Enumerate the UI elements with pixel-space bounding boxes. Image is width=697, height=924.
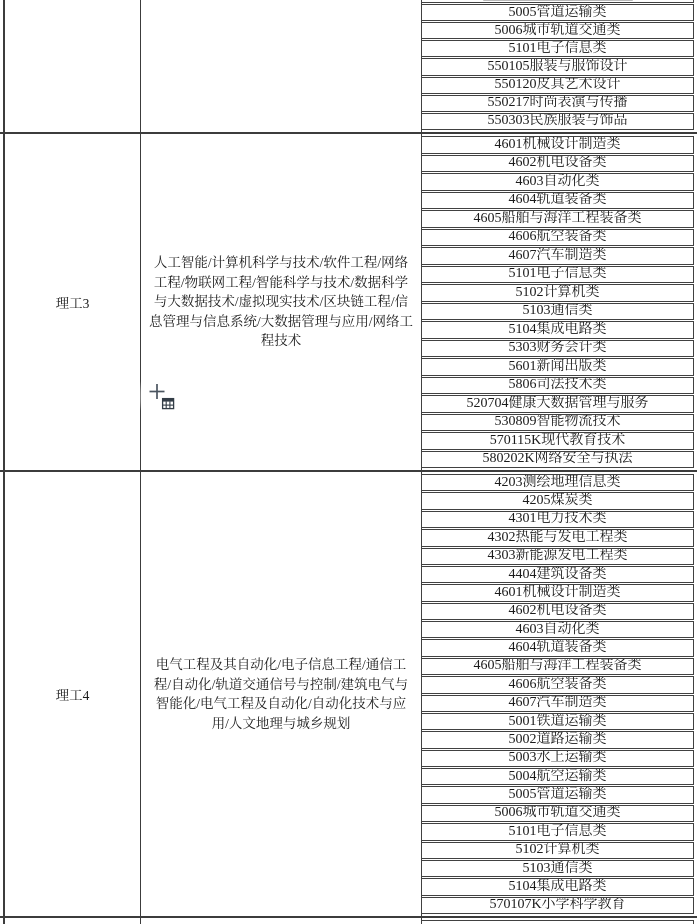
code-cell-label: 5102计算机类 xyxy=(515,284,600,300)
code-cell[interactable] xyxy=(421,210,694,228)
category-cell[interactable] xyxy=(5,472,140,916)
code-cell-label: 4602机电设备类 xyxy=(508,155,607,171)
code-cell[interactable] xyxy=(421,584,694,601)
code-rows xyxy=(421,0,694,132)
code-cell[interactable] xyxy=(421,529,694,546)
code-cell-label: 5005管道运输类 xyxy=(508,787,607,803)
code-cell[interactable] xyxy=(421,340,694,358)
code-cell[interactable] xyxy=(421,750,694,767)
code-cell-label: 4601机械设计制造类 xyxy=(494,136,621,152)
code-cell[interactable] xyxy=(421,511,694,528)
code-cell[interactable] xyxy=(421,40,694,57)
code-cell[interactable] xyxy=(421,492,694,509)
code-cell[interactable] xyxy=(421,731,694,748)
code-cell[interactable] xyxy=(421,842,694,859)
code-cell[interactable] xyxy=(421,155,694,173)
category-cell[interactable] xyxy=(5,0,140,132)
code-cell-label: 4605船舶与海洋工程装备类 xyxy=(473,210,642,226)
code-cell-label: 5002道路运输类 xyxy=(508,731,607,747)
code-cell-label: 5103通信类 xyxy=(522,303,593,319)
code-cell[interactable] xyxy=(421,4,694,21)
code-cell-label: 4602机电设备类 xyxy=(508,603,607,619)
clipped-text-fragment xyxy=(483,0,633,1)
code-cell[interactable] xyxy=(421,432,694,450)
code-cell[interactable] xyxy=(421,639,694,656)
code-cell[interactable] xyxy=(421,658,694,675)
code-rows xyxy=(421,472,694,916)
code-cell-label: 5101电子信息类 xyxy=(508,266,607,282)
code-cell-label: 4606航空装备类 xyxy=(508,676,607,692)
code-cell-label: 5003水上运输类 xyxy=(508,750,607,766)
code-cell[interactable] xyxy=(421,266,694,284)
majors-cell[interactable] xyxy=(141,134,421,470)
code-cell[interactable] xyxy=(421,566,694,583)
majors-text: 电气工程及其自动化/电子信息工程/通信工程/自动化/轨道交通信号与控制/建筑电气与智能化/电气工程及自动化/自动化技术与应用/人文地理与城乡规划 xyxy=(153,657,409,731)
code-cell[interactable] xyxy=(421,303,694,321)
code-cell-label: 5103通信类 xyxy=(522,860,593,876)
code-cell-label: 570115K现代教育技术 xyxy=(489,432,626,448)
code-rows xyxy=(421,134,694,470)
code-cell[interactable] xyxy=(421,621,694,638)
code-cell[interactable] xyxy=(421,768,694,785)
code-cell-label: 4607汽车制造类 xyxy=(508,695,607,711)
code-cell-label: 5101电子信息类 xyxy=(508,40,607,56)
code-cell[interactable] xyxy=(421,136,694,154)
code-cell[interactable] xyxy=(421,192,694,210)
code-cell[interactable] xyxy=(421,805,694,822)
code-cell[interactable] xyxy=(421,860,694,877)
code-cell[interactable] xyxy=(421,451,694,469)
code-cell-label: 550303民族服装与饰品 xyxy=(487,113,628,129)
code-cell[interactable] xyxy=(421,695,694,712)
code-cell[interactable] xyxy=(421,229,694,247)
code-cell-label: 520704健康大数据管理与服务 xyxy=(466,395,649,411)
code-cell-label: 4404建筑设备类 xyxy=(508,566,607,582)
code-cell-label: 550105服装与服饰设计 xyxy=(487,58,628,74)
partial-row-bottom xyxy=(421,920,694,924)
table-section xyxy=(0,918,697,924)
code-cell[interactable] xyxy=(421,676,694,693)
code-cell-label: 4603自动化类 xyxy=(515,173,600,189)
code-cell-label: 4601机械设计制造类 xyxy=(494,584,621,600)
code-cell-label: 4203测绘地理信息类 xyxy=(494,474,621,490)
code-cell[interactable] xyxy=(421,358,694,376)
code-cell-label: 4301电力技术类 xyxy=(508,511,607,527)
code-cell[interactable] xyxy=(421,474,694,491)
code-cell-label: 580202K网络安全与执法 xyxy=(482,451,633,467)
code-cell[interactable] xyxy=(421,395,694,413)
code-cell[interactable] xyxy=(421,284,694,302)
code-cell[interactable] xyxy=(421,113,694,130)
category-label: 理工3 xyxy=(55,296,90,311)
code-cell-label: 5004航空运输类 xyxy=(508,768,607,784)
code-cell[interactable] xyxy=(421,95,694,112)
code-cell-label: 4604轨道装备类 xyxy=(508,192,607,208)
code-cell-label: 5104集成电路类 xyxy=(508,878,607,894)
code-cell-label: 550217时尚表演与传播 xyxy=(487,95,628,111)
code-cell-label: 5001铁道运输类 xyxy=(508,713,607,729)
code-cell[interactable] xyxy=(421,77,694,94)
code-cell-label: 5005管道运输类 xyxy=(508,4,607,20)
code-cell-label: 5601新闻出版类 xyxy=(508,358,607,374)
code-cell[interactable] xyxy=(421,247,694,265)
code-cell-label: 5101电子信息类 xyxy=(508,823,607,839)
category-cell[interactable] xyxy=(5,918,140,924)
code-cell[interactable] xyxy=(421,713,694,730)
code-cell-label: 570107K小学科学教育 xyxy=(489,897,626,913)
code-cell[interactable] xyxy=(421,173,694,191)
table-section xyxy=(0,134,697,470)
code-cell[interactable] xyxy=(421,878,694,895)
code-cell[interactable] xyxy=(421,377,694,395)
table-section xyxy=(0,0,697,132)
code-cell-label: 5303财务会计类 xyxy=(508,340,607,356)
table-section xyxy=(0,472,697,916)
code-cell[interactable] xyxy=(421,897,694,914)
code-cell-label: 4302热能与发电工程类 xyxy=(487,529,628,545)
code-cell-label: 5006城市轨道交通类 xyxy=(494,805,621,821)
code-cell-label: 5104集成电路类 xyxy=(508,321,607,337)
majors-text: 人工智能/计算机科学与技术/软件工程/网络工程/物联网工程/智能科学与技术/数据科学与大数据技术/虚拟现实技术/区块链工程/信息管理与信息系统/大数据管理与应用/网络工程技术 xyxy=(149,255,414,349)
code-cell-label: 4603自动化类 xyxy=(515,621,600,637)
majors-cell[interactable] xyxy=(141,918,421,924)
code-cell-label: 4606航空装备类 xyxy=(508,229,607,245)
code-cell-label: 4604轨道装备类 xyxy=(508,640,607,656)
code-cell[interactable] xyxy=(421,603,694,620)
code-cell[interactable] xyxy=(421,823,694,840)
partial-row-top xyxy=(421,0,694,3)
code-cell-label: 4303新能源发电工程类 xyxy=(487,548,628,564)
code-cell[interactable] xyxy=(421,786,694,803)
code-cell-label: 550120皮具艺术设计 xyxy=(494,77,621,93)
code-cell[interactable] xyxy=(421,414,694,432)
code-rows xyxy=(421,918,694,924)
category-cell[interactable] xyxy=(5,134,140,470)
code-cell-label: 5806司法技术类 xyxy=(508,377,607,393)
code-cell-label: 530809智能物流技术 xyxy=(494,414,621,430)
code-cell-label: 4205煤炭类 xyxy=(522,493,593,509)
code-cell-label: 5006城市轨道交通类 xyxy=(494,22,621,38)
category-label: 理工4 xyxy=(55,688,90,703)
code-cell-label: 5102计算机类 xyxy=(515,842,600,858)
code-cell-label: 4605船舶与海洋工程装备类 xyxy=(473,658,642,674)
code-cell[interactable] xyxy=(421,22,694,39)
code-cell[interactable] xyxy=(421,321,694,339)
code-cell[interactable] xyxy=(421,58,694,75)
majors-cell[interactable] xyxy=(141,0,421,132)
code-cell[interactable] xyxy=(421,548,694,565)
code-cell-label: 4607汽车制造类 xyxy=(508,247,607,263)
majors-cell[interactable] xyxy=(141,472,421,916)
